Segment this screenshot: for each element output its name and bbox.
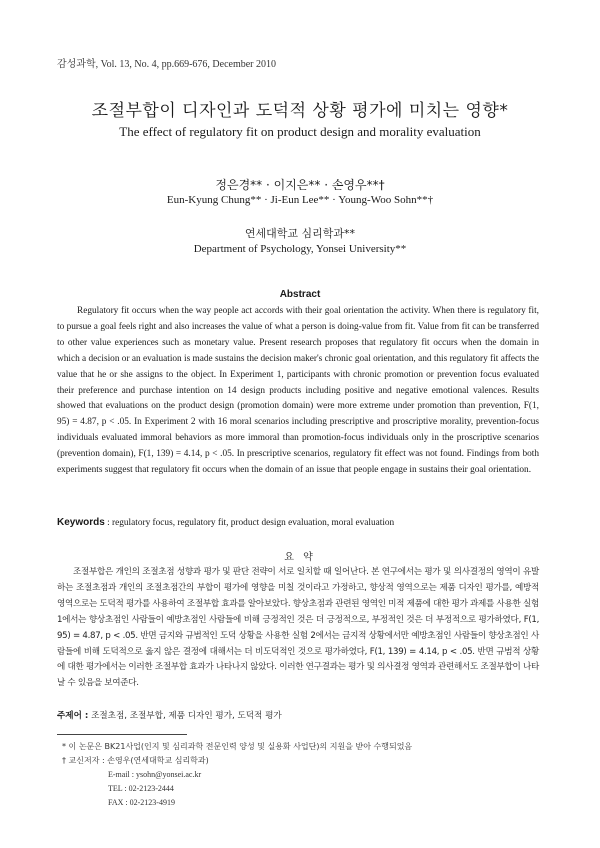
korean-abstract-heading: 요 약 xyxy=(284,552,316,563)
korean-abstract-text: 조절부합은 개인의 조절초점 성향과 평가 및 판단 전략이 서로 일치할 때 일어난다. 본 연구에서는 평가 및 의사결정의 영역이 유발하는 조절초점과 개인의 조절초점간의 부합이 평가에 영향을 미칠 것이라고 가정하고, 향상적 영역으로는 제품 디자인 평가를, 예방적 영역으로는 도덕적 평가를 사용하여 조절부합 효과를 알아보았다. 향상초점과 관련된 영역인 미적 제품에 대한 평가 과제를 사용한 실험 1에서는 향상초점인 사람들이 예방초점인 사람들에 비해 긍정적인 것은 더 긍정적으로, 부정적인 것은 더 부정적으로 평가하였다, F(1, 95) = 4.87, p < .05. 반면 금지와 규범적인 도덕 상황을 사용한 실험 2에서는 금지적 상황에서만 예방초점인 사람들이 향상초점인 사람들에 비해 도덕적으로 옳지 않은 결정에 대해서는 더 비도덕적인 것으로 평가하였다, F(1, 139) = 4.14, p < .05. 반면 규범적 상황에 대한 평가에서는 이러한 조절부합 효과가 나타나지 않았다. 이러한 연구결과는 평가 및 의사결정 영역과 관련해서도 조절부합이 나타날 수 있음을 보여준다. xyxy=(57,567,539,689)
keywords xyxy=(57,517,547,528)
keywords-text: : regulatory focus, regulatory fit, product design evaluation, moral evaluation xyxy=(107,518,395,528)
footnote-divider xyxy=(57,734,187,735)
footnote-fax: FAX : 02-2123-4919 xyxy=(108,798,175,807)
title-korean: 조절부합이 디자인과 도덕적 상황 평가에 미치는 영향* xyxy=(91,101,509,121)
abstract-heading: Abstract xyxy=(279,289,321,300)
authors-korean: 정은경** · 이지은** · 손영우**† xyxy=(215,178,385,192)
affiliation-english: Department of Psychology, Yonsei University** xyxy=(193,243,407,255)
abstract-text: Regulatory fit occurs when the way people act accords with their goal orientation the activity. When there is regulatory fit, to pursue a goal feels right and also increases the value of what a person is doing-value from fit. Value from fit can be transferred to other value experiences such as monetary value. Present research proposes that regulatory fit occurs when the domain in which a decision or an evaluation is made sustains the decision maker's chronic goal orientation, and this regulatory fit affects the value that he or she assigns to the object. In Experiment 1, participants with chronic promotion or prevention focus evaluated their preference and purchase intention on 14 design products including positive and negative emotional valences. Results showed that evaluations on the product design (promotion domain) were more extreme under promotion than prevention, F(1, 95) = 4.87, p < .05. In Experiment 2 with 16 moral scenarios including prescriptive and proscriptive morality, prevention-focus individuals evaluated immoral behaviors as more immoral than promotion-focus individuals only in the proscriptive scenarios (prevention domain), F(1, 139) = 4.14, p < .05. In prescriptive scenarios, regulatory fit effect was not found. Findings from both experiments suggest that regulatory fit occurs when the domain of an issue that people engage in sustains their goal orientation. xyxy=(57,306,539,476)
korean-keywords xyxy=(57,709,547,721)
footnote-tel: TEL : 02-2123-2444 xyxy=(108,784,174,793)
footnote-funding: * 이 논문은 BK21사업(인지 및 심리과학 전문인력 양성 및 실용화 사업단)의 지원을 받아 수행되었음 xyxy=(62,742,413,751)
footnote-corresponding: † 교신저자 : 손영우(연세대학교 심리학과) xyxy=(62,756,209,765)
title-english: The effect of regulatory fit on product design and morality evaluation xyxy=(119,124,481,139)
footnote-email: E-mail : ysohn@yonsei.ac.kr xyxy=(108,770,202,779)
affiliation-korean: 연세대학교 심리학과** xyxy=(244,227,356,240)
journal-citation: 감성과학, Vol. 13, No. 4, pp.669-676, December 2010 xyxy=(57,59,276,70)
korean-keywords-label: 주제어 : xyxy=(57,711,89,721)
authors-english: Eun-Kyung Chung** · Ji-Eun Lee** · Young-Woo Sohn**† xyxy=(166,194,434,206)
korean-keywords-text: 조절초점, 조절부합, 제품 디자인 평가, 도덕적 평가 xyxy=(91,711,282,721)
keywords-label: Keywords xyxy=(57,517,105,528)
